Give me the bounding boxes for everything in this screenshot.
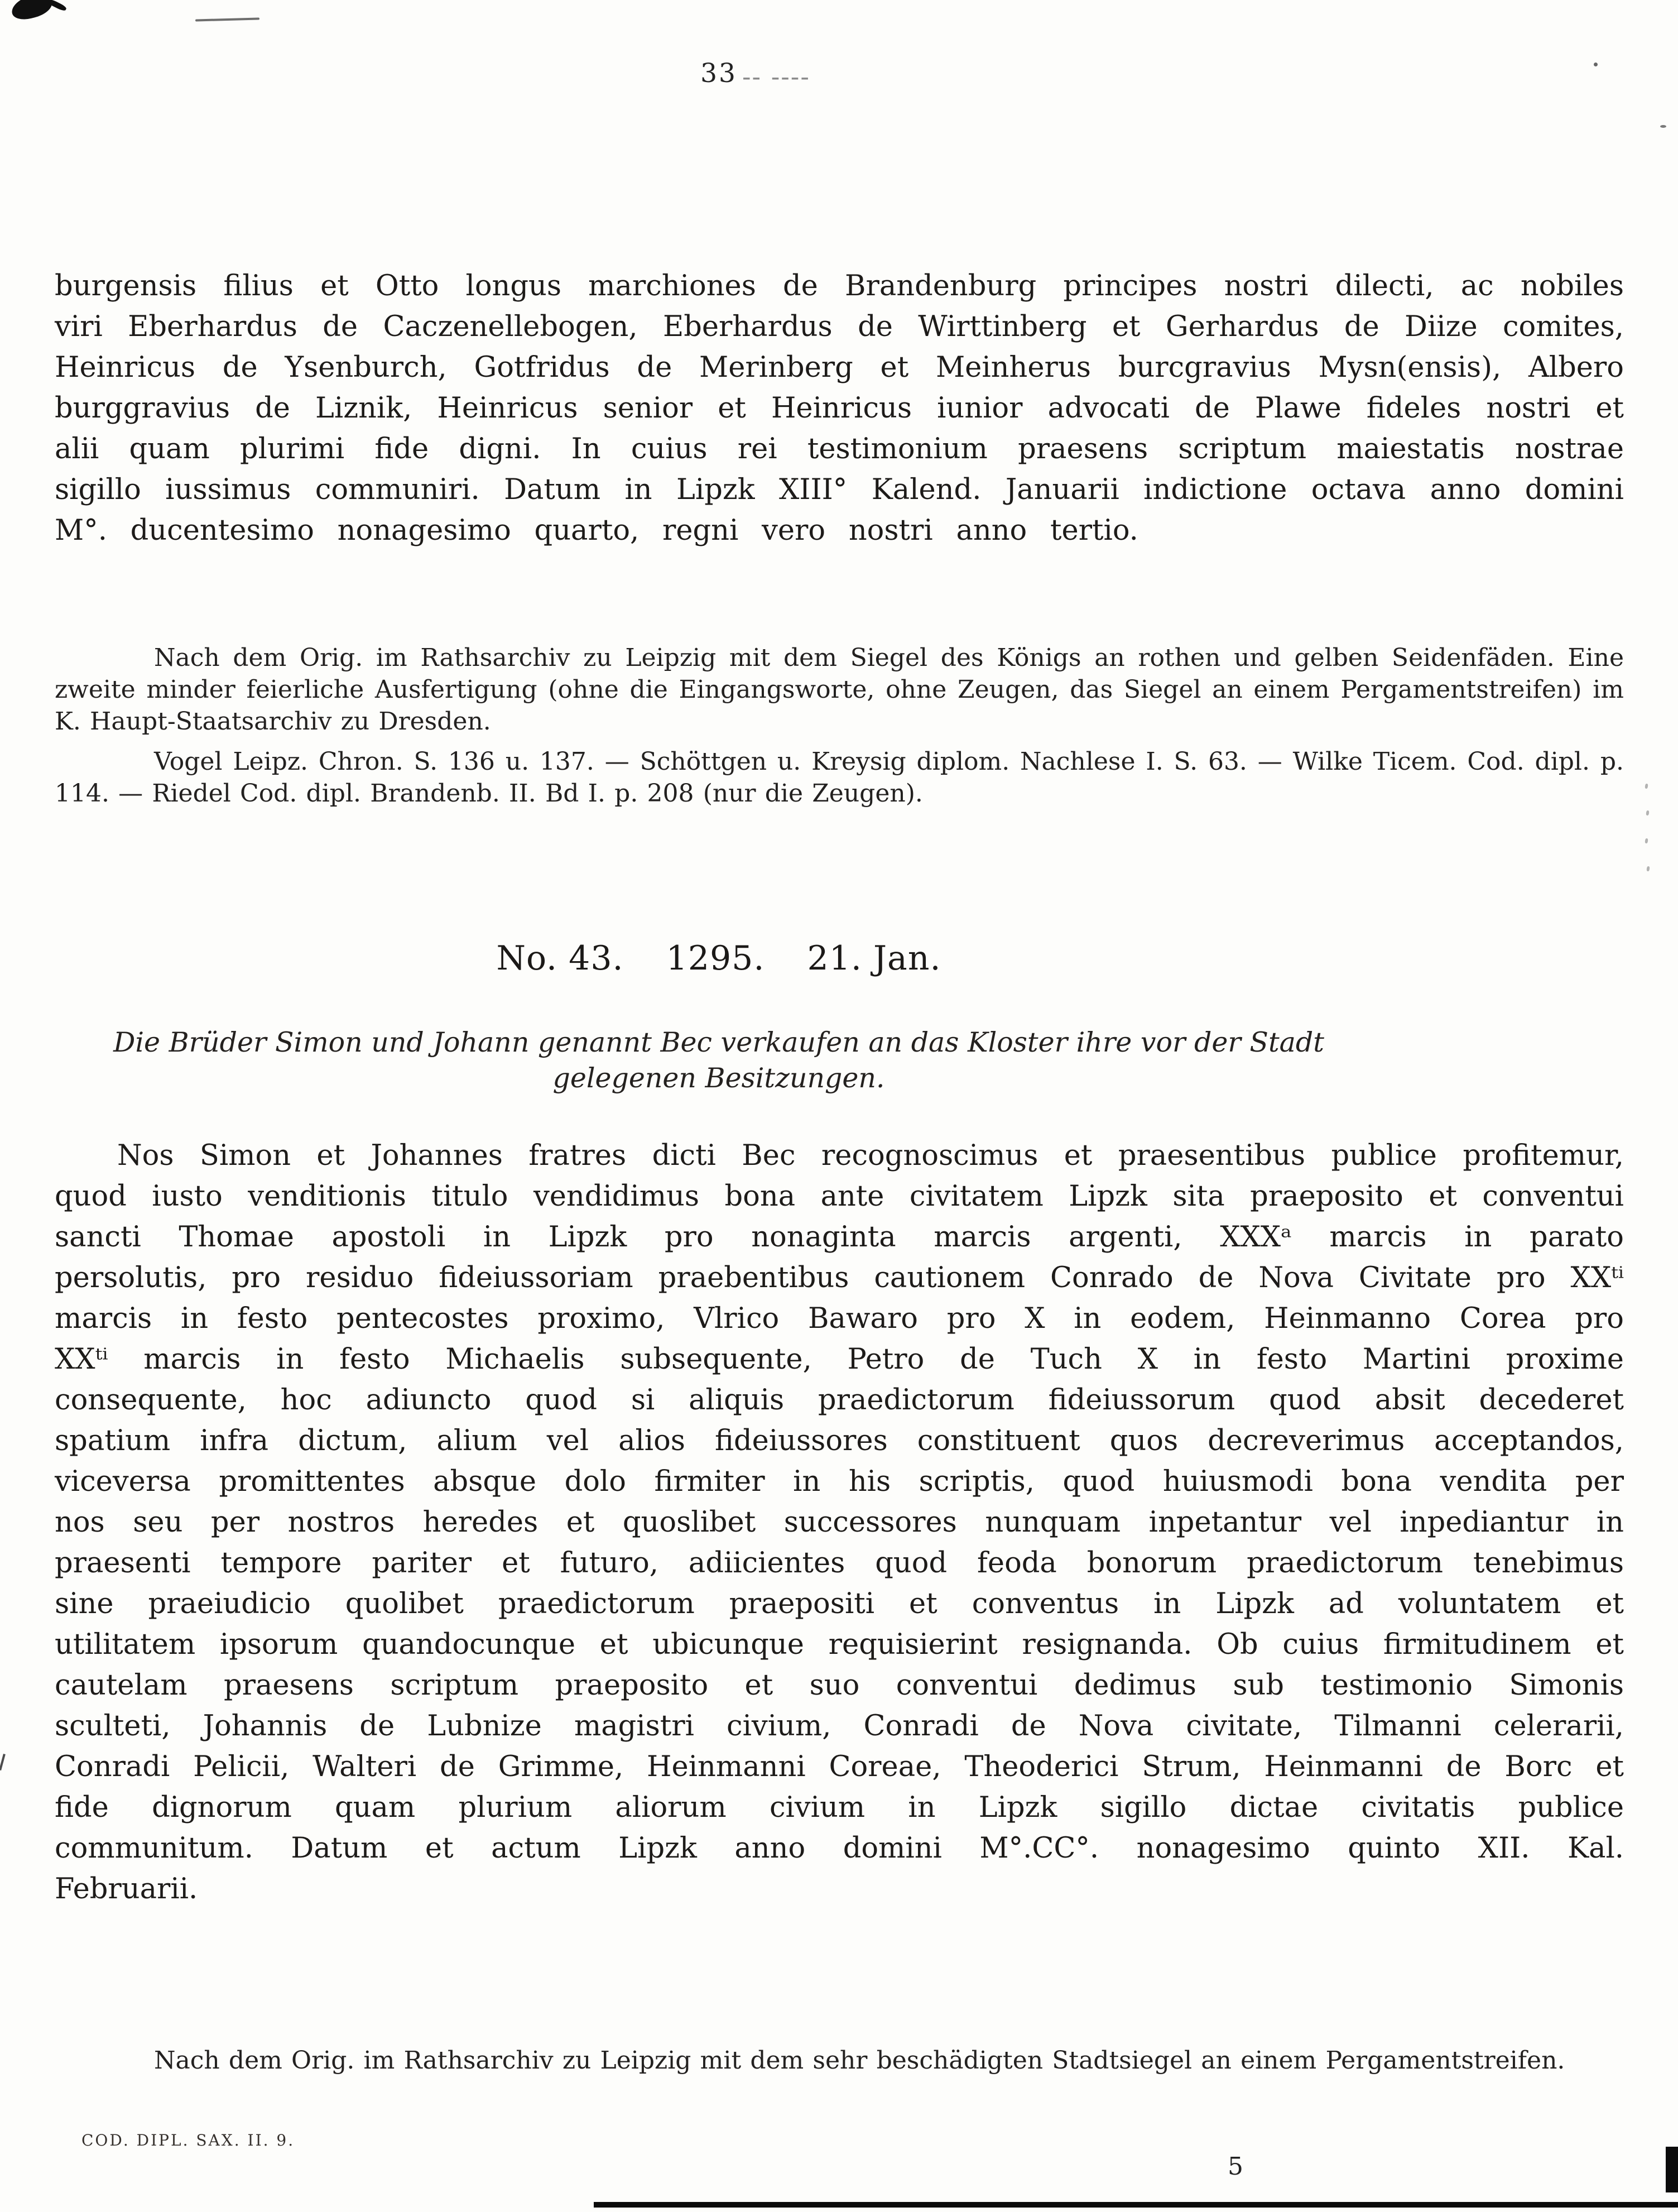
entry-43-number-label: No. 43. [496, 939, 624, 978]
entry-43-year-label: 1295. [666, 939, 765, 978]
entry-43-body: Nos Simon et Johannes fratres dicti Bec recognoscimus et praesentibus publice profitemur, quod iusto venditionis titulo vendidimus bona ante civitatem Lipzk sita praeposito et conventui sancti Thomae apostoli in Lipzk pro nonaginta marcis argenti, XXXᵃ marcis in parato persolutis, pro residuo fideiussoriam praebentibus cautionem Conrado de Nova Civitate pro XXᵗⁱ marcis in festo pentecostes proximo, Vlrico Bawaro pro X in eodem, Heinmanno Corea pro XXᵗⁱ marcis in festo Michaelis subsequente, Petro de Tuch X in festo Martini proxime consequente, hoc adiuncto quod si aliquis praedictorum fideiussorum quod absit decederet spatium infra dictum, alium vel alios fideiussores constituent quos decreverimus acceptandos, viceversa promittentes absque dolo firmiter in his scriptis, quod huiusmodi bona vendita per nos seu per nostros heredes et quoslibet successores nunquam inpetantur vel inpediantur in praesenti tempore pariter et futuro, adiicientes quod feoda bonorum praedictorum tenebimus sine praeiudicio quolibet praedictorum praepositi et conventus in Lipzk ad voluntatem et utilitatem ipsorum quandocunque et ubicunque requisierint resignanda. Ob cuius firmitudinem et cautelam praesens scriptum praeposito et suo conventui dedimus sub testimonio Simonis sculteti, Johannis de Lubnize magistri civium, Conradi de Nova civitate, Tilmanni celerarii, Conradi Pelicii, Walteri de Grimme, Heinmanni Coreae, Theoderici Strum, Heinmanni de Borc et fide dignorum quam plurium aliorum civium in Lipzk sigillo dictae civitatis publice communitum. Datum et actum Lipzk anno domini M°.CC°. nonagesimo quinto XII. Kal. Februarii. [55, 1139, 1624, 1906]
scan-speck [1660, 125, 1666, 128]
scan-speck [1594, 63, 1598, 66]
page-header [55, 58, 1383, 89]
ink-blot-artifact [9, 0, 54, 22]
left-edge-mark-artifact [0, 1754, 6, 1770]
entry-43-heading [55, 939, 1383, 978]
entry-42-source-note: Nach dem Orig. im Rathsarchiv zu Leipzig mit dem Siegel des Königs an rothen und gelben Seidenfäden. Eine zweite minder feierliche Ausfertigung (ohne die Eingangsworte, ohne Zeugen, das Siegel an einem Pergamentstreifen) im K. Haupt-Staatsarchiv zu Dresden. [55, 644, 1624, 736]
margin-mark-artifact [1645, 838, 1648, 844]
margin-mark-artifact [1646, 810, 1649, 816]
printers-signature: COD. DIPL. SAX. II. 9. [81, 2131, 295, 2149]
margin-mark-artifact [1646, 866, 1650, 872]
entry-42-body: burgensis filius et Otto longus marchiones de Brandenburg principes nostri dilecti, ac nobiles viri Eberhardus de Caczenellebogen, Eberhardus de Wirttinberg et Gerhardus de Diize comites, Heinricus de Ysenburch, Gotfridus de Merinberg et Meinherus burcgravius Mysn(ensis), Albero burggravius de Liznik, Heinricus senior et Heinricus iunior advocati de Plawe fideles nostri et alii quam plurimi fide digni. In cuius rei testimonium praesens scriptum maiestatis nostrae sigillo iussimus communiri. Datum in Lipzk XIII° Kalend. Januarii indictione octava anno domini M°. ducentesimo nonagesimo quarto, regni vero nostri anno tertio. [55, 270, 1624, 547]
entry-42-literature-note: Vogel Leipz. Chron. S. 136 u. 137. — Schöttgen u. Kreysig diplom. Nachlese I. S. 63. — Wilke Ticem. Cod. dipl. p. 114. — Riedel Cod. dipl. Brandenb. II. Bd I. p. 208 (nur die Zeugen). [55, 747, 1624, 808]
entry-43-date-label: 21. Jan. [807, 939, 941, 978]
entry-43-summary: Die Brüder Simon und Johann genannt Bec verkaufen an das Kloster ihre vor der Stadt gelegenen Besitzungen. [113, 1026, 1324, 1094]
pencil-dashes-artifact: -- ---- [742, 61, 810, 92]
sheet-number: 5 [1228, 2152, 1243, 2181]
entry-43-source-note: Nach dem Orig. im Rathsarchiv zu Leipzig mit dem sehr beschädigten Stadtsiegel an einem Pergamentstreifen. [154, 2046, 1565, 2075]
scan-bar-right-artifact [1666, 2147, 1678, 2192]
scan-line-bottom-artifact [594, 2202, 1678, 2208]
page-number: 33 [700, 58, 737, 89]
margin-mark-artifact [1645, 784, 1648, 789]
pencil-line-artifact [195, 17, 259, 21]
